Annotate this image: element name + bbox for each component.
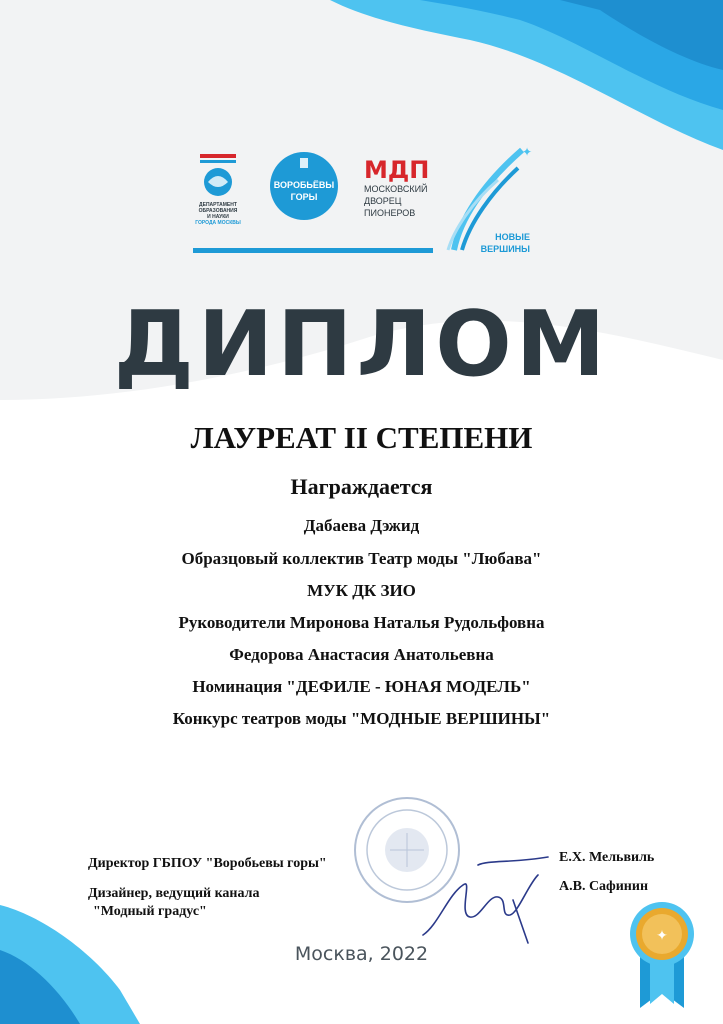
novye-line-2: ВЕРШИНЫ: [480, 244, 530, 254]
director-title: Директор ГБПОУ "Воробьевы горы": [88, 856, 327, 871]
svg-text:✦: ✦: [656, 928, 668, 944]
vorobyovy-gory-logo: [270, 152, 338, 220]
leaders-line: Руководители Миронова Наталья Рудольфовна: [178, 613, 545, 632]
mdp-line-2: ДВОРЕЦ: [364, 196, 402, 206]
designer-title-1: Дизайнер, ведущий канала: [88, 886, 260, 901]
collective-name: Образцовый коллектив Театр моды "Любава": [181, 549, 542, 568]
contest-line: Конкурс театров моды "МОДНЫЕ ВЕРШИНЫ": [172, 709, 551, 728]
designer-name: А.В. Сафинин: [559, 879, 649, 894]
awarded-label: Награждается: [290, 474, 433, 499]
mdp-mark: МДП: [364, 156, 430, 184]
dep-line-3: И НАУКИ: [207, 214, 229, 220]
moscow-pioneers-palace-logo: [364, 156, 429, 218]
dep-line-1: ДЕПАРТАМЕНТ: [199, 202, 237, 208]
novye-line-1: НОВЫЕ: [495, 232, 530, 242]
recipient-name: Дабаева Дэжид: [303, 516, 420, 535]
medal-badge-icon: [626, 900, 698, 1010]
vorobyovy-line-1: ВОРОБЬЁВЫ: [273, 180, 335, 190]
organization-name: МУК ДК ЗИО: [307, 581, 416, 600]
laureate-degree: ЛАУРЕАТ II СТЕПЕНИ: [190, 420, 533, 455]
dep-line-2: ОБРАЗОВАНИЯ: [198, 208, 238, 214]
department-education-logo: [195, 154, 241, 226]
mdp-line-1: МОСКОВСКИЙ: [364, 184, 428, 194]
handwritten-signature: [418, 855, 553, 945]
city-year: Москва, 2022: [294, 943, 429, 965]
diploma-title: ДИПЛОМ: [113, 292, 610, 397]
star-icon: ✦: [522, 145, 533, 159]
vorobyovy-line-2: ГОРЫ: [290, 192, 318, 202]
dep-line-4: ГОРОДА МОСКВЫ: [195, 220, 241, 226]
director-name: Е.Х. Мельвиль: [559, 850, 655, 865]
mdp-line-3: ПИОНЕРОВ: [364, 208, 416, 218]
logo-underline: [193, 248, 433, 253]
novye-vershiny-logo: [448, 145, 532, 254]
nomination-line: Номинация "ДЕФИЛЕ - ЮНАЯ МОДЕЛЬ": [192, 677, 531, 696]
partner-logos: [192, 140, 537, 260]
designer-title-2: "Модный градус": [93, 904, 207, 919]
leader-second: Федорова Анастасия Анатольевна: [229, 645, 494, 664]
